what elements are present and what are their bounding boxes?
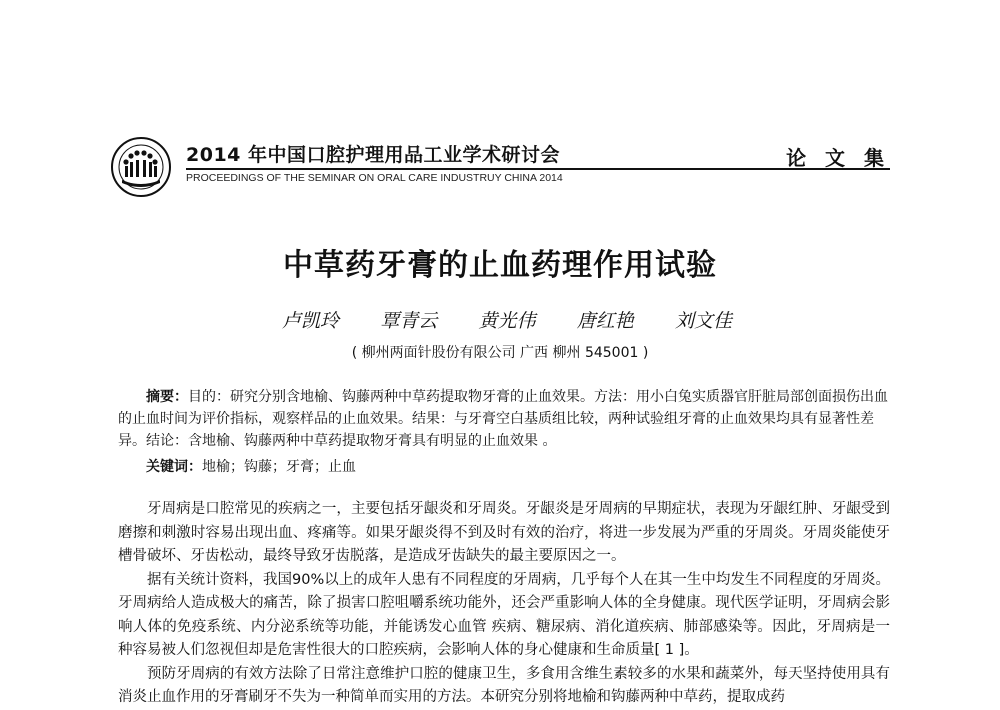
conference-emblem-icon bbox=[110, 136, 172, 198]
section-label: 论 文 集 bbox=[786, 146, 890, 170]
abstract bbox=[118, 386, 890, 452]
header-divider bbox=[186, 168, 890, 170]
author-name: 覃青云 bbox=[380, 310, 438, 332]
proceedings-title-en: PROCEEDINGS OF THE SEMINAR ON ORAL CARE INDUSTRUY CHINA 2014 bbox=[186, 172, 563, 184]
abstract-text: 目的：研究分别含地榆、钩藤两种中草药提取物牙膏的止血效果。方法：用小白兔实质器官肝脏局部创面损伤出血的止血时间为评价指标，观察样品的止血效果。结果：与牙膏空白基质组比较，两种试验组牙膏的止血效果均具有显著性差异。结论：含地榆、钩藤两种中草药提取物牙膏具有明显的止血效果 。 bbox=[118, 389, 888, 449]
paper-title: 中草药牙膏的止血药理作用试验 bbox=[283, 248, 717, 283]
keywords bbox=[118, 456, 890, 478]
keywords-text: 地榆；钩藤；牙膏；止血 bbox=[202, 459, 356, 475]
body-paragraph: 牙周病是口腔常见的疾病之一，主要包括牙龈炎和牙周炎。牙龈炎是牙周病的早期症状，表现为牙龈红肿、牙龈受到磨擦和刺激时容易出现出血、疼痛等。如果牙龈炎得不到及时有效的治疗，将进一步发展为严重的牙周炎。牙周炎能使牙槽骨破坏、牙齿松动，最终导致牙齿脱落，是造成牙齿缺失的最主要原因之一。 bbox=[118, 501, 890, 564]
body-text bbox=[118, 498, 890, 710]
proceedings-title-cn: 2014 年中国口腔护理用品工业学术研讨会 bbox=[186, 144, 560, 166]
author-name: 卢凯玲 bbox=[282, 310, 340, 332]
keywords-label: 关键词： bbox=[146, 459, 202, 475]
abstract-label: 摘要： bbox=[146, 389, 188, 405]
author-name: 刘文佳 bbox=[674, 310, 732, 332]
author-name: 黄光伟 bbox=[478, 310, 536, 332]
author-affiliation: ( 柳州两面针股份有限公司 广西 柳州 545001 ) bbox=[351, 345, 649, 361]
body-paragraph: 据有关统计资料，我国90%以上的成年人患有不同程度的牙周病，几乎每个人在其一生中均发生不同程度的牙周炎。牙周病给人造成极大的痛苦，除了损害口腔咀嚼系统功能外，还会严重影响人体的全身健康。现代医学证明，牙周病会影响人体的免疫系统、内分泌系统等功能，并能诱发心血管 疾病、糖尿病、消化道疾病、肺部感染等。因此，牙周病是一种容易被人们忽视但却是危害性很大的口腔疾病，会影响人体的身心健康和生命质量[ 1 ]。 bbox=[118, 571, 890, 658]
author-list bbox=[282, 306, 732, 333]
body-paragraph: 预防牙周病的有效方法除了日常注意维护口腔的健康卫生，多食用含维生素较多的水果和蔬菜外，每天坚持使用具有消炎止血作用的牙膏刷牙不失为一种简单而实用的方法。本研究分别将地榆和钩藤两种中草药，提取成药 bbox=[118, 665, 890, 705]
author-name: 唐红艳 bbox=[576, 310, 634, 332]
